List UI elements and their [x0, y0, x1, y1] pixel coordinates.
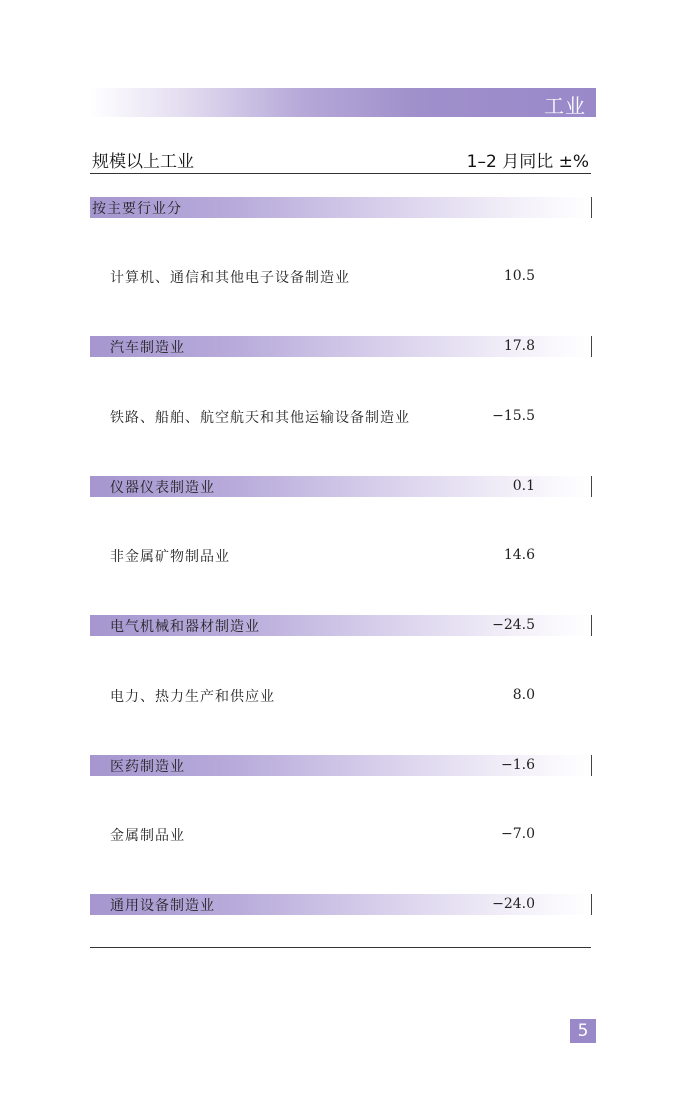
- table-row: [90, 685, 591, 706]
- row-label: 铁路、船舶、航空航天和其他运输设备制造业: [110, 410, 410, 426]
- row-value: −15.5: [492, 408, 535, 424]
- section-header-band: [90, 88, 596, 117]
- row-value: 0.1: [512, 478, 535, 494]
- table-row: [90, 476, 592, 497]
- row-label: 非金属矿物制品业: [110, 549, 230, 565]
- table-row: [90, 755, 592, 776]
- group-label: 按主要行业分: [92, 201, 182, 217]
- row-value: 10.5: [503, 268, 535, 284]
- row-label: 计算机、通信和其他电子设备制造业: [110, 270, 350, 286]
- row-value: −24.5: [492, 617, 535, 633]
- row-value: 8.0: [512, 687, 535, 703]
- row-label: 医药制造业: [110, 759, 185, 775]
- table-header: [90, 147, 591, 174]
- table-row: [90, 266, 591, 287]
- row-label: 汽车制造业: [110, 340, 185, 356]
- table-row: [90, 615, 592, 636]
- row-label: 电力、热力生产和供应业: [110, 689, 275, 705]
- row-value: −7.0: [501, 826, 535, 842]
- group-header: [90, 197, 592, 218]
- table-row: [90, 894, 592, 915]
- table-row: [90, 824, 591, 845]
- row-value: 17.8: [503, 338, 535, 354]
- row-value: −24.0: [492, 896, 535, 912]
- table-title: 规模以上工业: [92, 152, 194, 172]
- row-label: 电气机械和器材制造业: [110, 619, 260, 635]
- table-row: [90, 406, 591, 427]
- row-label: 通用设备制造业: [110, 898, 215, 914]
- section-title: 工业: [544, 94, 586, 118]
- table-row: [90, 545, 591, 566]
- row-label: 仪器仪表制造业: [110, 480, 215, 496]
- table-bottom-rule: [90, 947, 591, 948]
- table-row: [90, 336, 592, 357]
- column-header-yoy: 1–2 月同比 ±%: [466, 152, 589, 172]
- row-label: 金属制品业: [110, 828, 185, 844]
- page-number: 5: [570, 1019, 596, 1043]
- row-value: −1.6: [501, 757, 535, 773]
- row-value: 14.6: [503, 547, 535, 563]
